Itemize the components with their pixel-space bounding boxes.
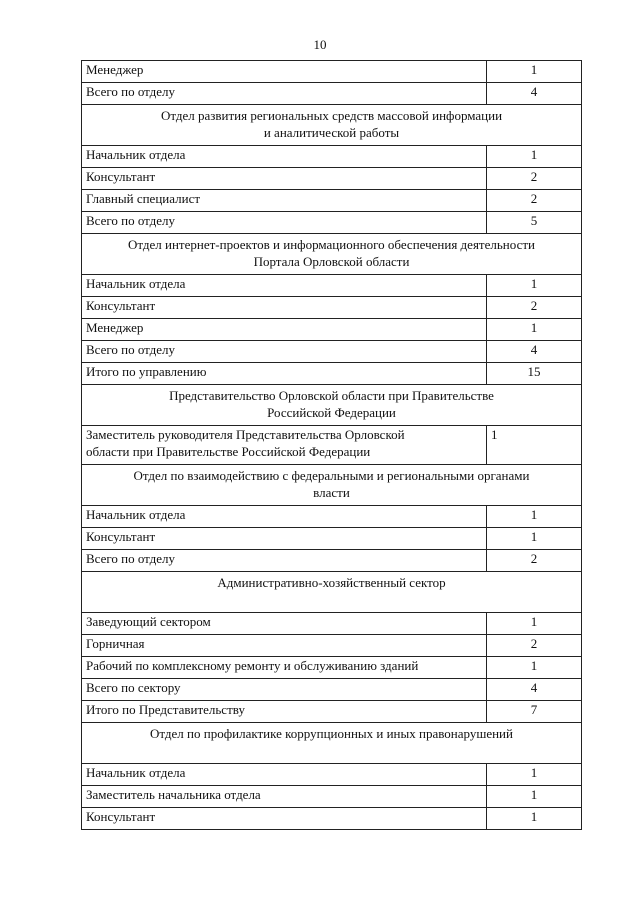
position-count: 1: [487, 764, 582, 786]
staffing-table-body: [82, 61, 582, 830]
position-name: Всего по отделу: [82, 341, 487, 363]
position-count: 4: [487, 679, 582, 701]
position-count: 2: [487, 550, 582, 572]
position-row: [82, 701, 582, 723]
position-row: [82, 297, 582, 319]
section-title: [82, 723, 582, 764]
section-header-row: [82, 385, 582, 426]
position-row: [82, 146, 582, 168]
position-row: [82, 319, 582, 341]
position-name: Консультант: [82, 297, 487, 319]
position-row: [82, 613, 582, 635]
section-title: [82, 234, 582, 275]
section-title: [82, 465, 582, 506]
section-title-line: Отдел развития региональных средств массовой информации: [160, 108, 503, 123]
position-name: Консультант: [82, 168, 487, 190]
section-header-row: [82, 723, 582, 764]
position-count: 1: [487, 275, 582, 297]
position-count: 15: [487, 363, 582, 385]
position-name: Рабочий по комплексному ремонту и обслуживанию зданий: [82, 657, 487, 679]
position-name: Всего по отделу: [82, 212, 487, 234]
position-name: Всего по отделу: [82, 83, 487, 105]
position-count: 2: [487, 297, 582, 319]
position-row: [82, 83, 582, 105]
section-title-line: Отдел по профилактике коррупционных и иных правонарушений: [150, 726, 513, 741]
position-name: Начальник отдела: [82, 275, 487, 297]
position-name: Итого по управлению: [82, 363, 487, 385]
section-title-line: Портала Орловской области: [253, 254, 410, 269]
position-count: 2: [487, 635, 582, 657]
position-count: 7: [487, 701, 582, 723]
section-title-line: Административно-хозяйственный сектор: [217, 575, 446, 590]
position-row: [82, 528, 582, 550]
position-count: 1: [487, 657, 582, 679]
section-title-line: Отдел по взаимодействию с федеральными и региональными органами: [133, 468, 530, 483]
position-name: Начальник отдела: [82, 764, 487, 786]
staffing-table: [81, 60, 582, 830]
section-title-line: Представительство Орловской области при Правительстве: [169, 388, 494, 403]
position-name: Горничная: [82, 635, 487, 657]
section-title-line: Отдел интернет-проектов и информационного обеспечения деятельности: [128, 237, 535, 252]
position-name: Начальник отдела: [82, 506, 487, 528]
position-name: Консультант: [82, 528, 487, 550]
position-count: 5: [487, 212, 582, 234]
position-row: [82, 679, 582, 701]
position-row: [82, 275, 582, 297]
position-count: 2: [487, 190, 582, 212]
section-header-row: [82, 105, 582, 146]
position-name: Заместитель начальника отдела: [82, 786, 487, 808]
position-row: [82, 786, 582, 808]
position-name-line: области при Правительстве Российской Федерации: [86, 444, 371, 459]
position-count: 4: [487, 341, 582, 363]
position-count: 1: [487, 426, 582, 465]
position-count: 1: [487, 528, 582, 550]
section-header-row: [82, 465, 582, 506]
position-count: 1: [487, 506, 582, 528]
position-row: [82, 190, 582, 212]
position-row: [82, 341, 582, 363]
position-row: [82, 657, 582, 679]
position-count: 1: [487, 146, 582, 168]
position-count: 1: [487, 808, 582, 830]
position-name: Менеджер: [82, 61, 487, 83]
position-count: 1: [487, 613, 582, 635]
position-name: Итого по Представительству: [82, 701, 487, 723]
position-row: [82, 506, 582, 528]
page-number: 10: [313, 37, 327, 52]
position-name: Главный специалист: [82, 190, 487, 212]
position-count: 4: [487, 83, 582, 105]
section-header-row: [82, 234, 582, 275]
position-row: [82, 426, 582, 465]
position-row: [82, 212, 582, 234]
position-row: [82, 168, 582, 190]
position-row: [82, 635, 582, 657]
position-row: [82, 61, 582, 83]
position-name: Всего по отделу: [82, 550, 487, 572]
position-name: Консультант: [82, 808, 487, 830]
position-name: [82, 426, 487, 465]
section-title: [82, 385, 582, 426]
position-name: Заведующий сектором: [82, 613, 487, 635]
position-count: 1: [487, 786, 582, 808]
section-title-line: власти: [313, 485, 350, 500]
position-row: [82, 764, 582, 786]
position-name-line: Заместитель руководителя Представительства Орловской: [86, 427, 405, 442]
position-row: [82, 808, 582, 830]
position-count: 1: [487, 319, 582, 341]
position-name: Всего по сектору: [82, 679, 487, 701]
position-name: Менеджер: [82, 319, 487, 341]
position-count: 1: [487, 61, 582, 83]
section-title-line: и аналитической работы: [263, 125, 400, 140]
position-name: Начальник отдела: [82, 146, 487, 168]
section-title: [82, 105, 582, 146]
section-title-line: Российской Федерации: [267, 405, 396, 420]
position-count: 2: [487, 168, 582, 190]
position-row: [82, 363, 582, 385]
position-row: [82, 550, 582, 572]
section-header-row: [82, 572, 582, 613]
section-title: [82, 572, 582, 613]
